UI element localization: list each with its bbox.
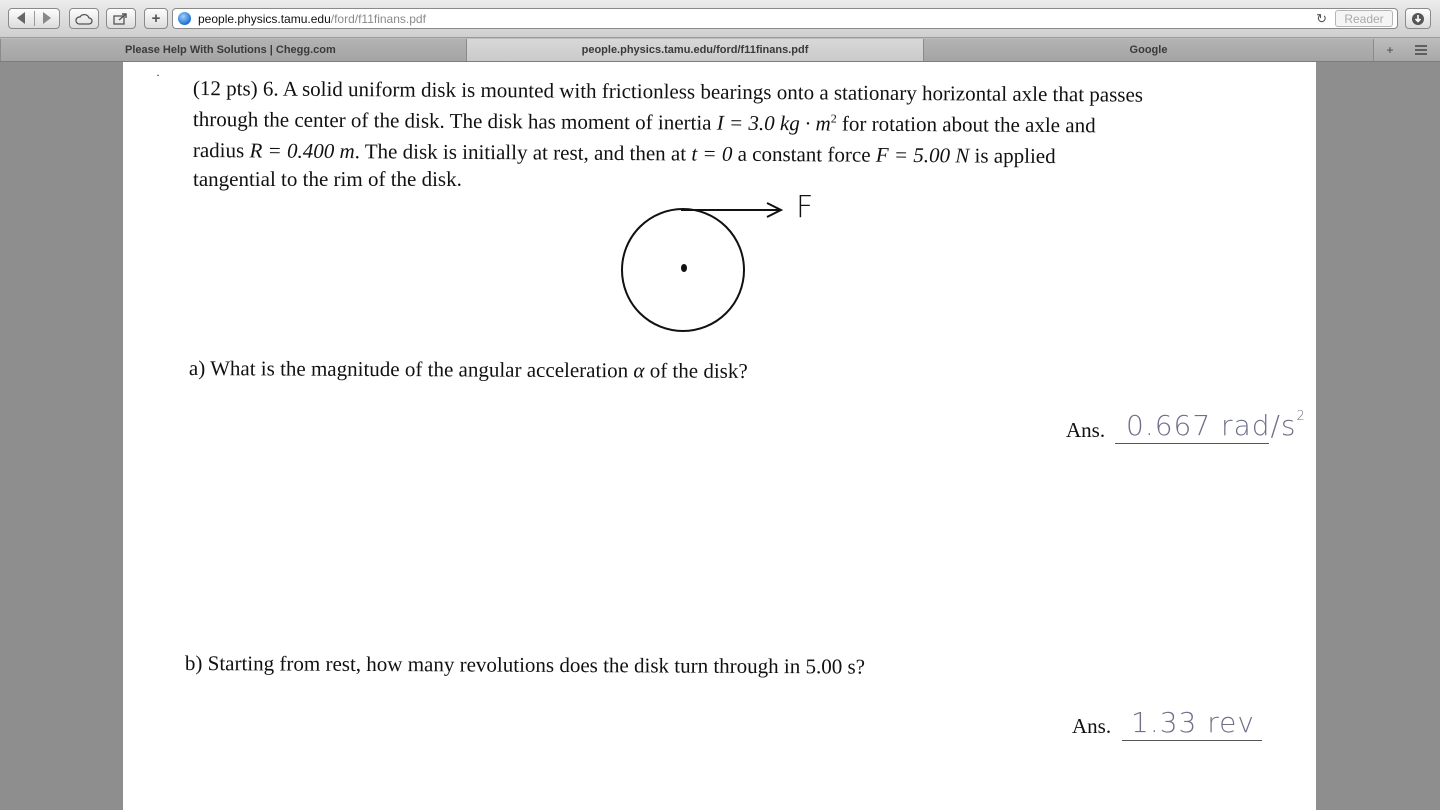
reload-icon[interactable]: ↻	[1316, 11, 1327, 26]
tab-label: people.physics.tamu.edu/ford/f11finans.pdf	[581, 44, 809, 56]
text-segment: radius	[192, 138, 250, 163]
globe-icon	[178, 12, 191, 25]
problem-line-2	[193, 107, 1096, 138]
add-icon: +	[151, 10, 161, 27]
time-equation: t = 0	[691, 141, 733, 166]
part-b-answer-line	[1122, 740, 1262, 741]
pdf-page	[123, 62, 1316, 810]
disk-center-dot	[681, 264, 687, 272]
part-b-question: b) Starting from rest, how many revolutions does the disk turn through in 5.00 s?	[184, 651, 866, 679]
part-a-ans-label: Ans.	[1066, 418, 1106, 442]
text-segment: of the disk?	[644, 358, 748, 383]
reader-button[interactable]: Reader	[1335, 10, 1393, 27]
address-bar[interactable]	[172, 8, 1398, 29]
icloud-button[interactable]	[69, 8, 99, 29]
part-a-answer-line	[1115, 443, 1269, 444]
answer-text: 0.667 rad/s	[1126, 409, 1297, 442]
url-host: people.physics.tamu.edu	[198, 11, 331, 26]
add-bookmark-button[interactable]	[144, 8, 168, 29]
part-a-question	[189, 356, 748, 384]
text-segment: a) What is the magnitude of the angular acceleration	[188, 356, 634, 383]
text-segment: is applied	[969, 143, 1056, 169]
divider	[34, 11, 35, 26]
tab-bar	[0, 38, 1440, 62]
tab-label: Please Help With Solutions | Chegg.com	[125, 44, 336, 56]
share-button[interactable]	[106, 8, 136, 29]
text-segment: a constant force	[732, 141, 876, 167]
part-b-answer: 1.33 rev	[1131, 706, 1255, 739]
tab-pdf[interactable]	[466, 39, 924, 61]
text-segment: . The disk is initially at rest, and then at	[354, 139, 692, 166]
reading-list-icon[interactable]	[1408, 39, 1434, 61]
text-segment: for rotation about the axle and	[836, 111, 1096, 138]
radius-equation: R = 0.400 m	[249, 138, 355, 164]
tab-chegg[interactable]	[0, 39, 467, 61]
back-forward-group	[8, 8, 60, 29]
browser-toolbar	[0, 0, 1440, 38]
downloads-button[interactable]	[1405, 8, 1431, 29]
alpha-symbol: α	[633, 358, 645, 383]
inertia-equation: I = 3.0 kg · m	[716, 110, 831, 136]
stray-dot: ·	[156, 68, 160, 82]
back-icon[interactable]	[17, 12, 25, 24]
cloud-icon	[75, 13, 93, 25]
problem-line-3	[193, 138, 1056, 169]
new-tab-icon[interactable]: +	[1386, 43, 1394, 57]
problem-line-1: (12 pts) 6. A solid uniform disk is mounted with frictionless bearings onto a stationary horizontal axle that passes	[192, 76, 1144, 107]
part-a-answer	[1126, 409, 1306, 442]
forward-icon[interactable]	[43, 12, 51, 24]
text-segment: through the center of the disk. The disk has moment of inertia	[192, 107, 717, 135]
problem-line-4: tangential to the rim of the disk.	[193, 167, 462, 191]
answer-superscript: 2	[1296, 409, 1306, 424]
tab-label: Google	[1129, 44, 1168, 56]
download-icon	[1411, 12, 1425, 26]
share-icon	[113, 12, 129, 25]
part-b-ans-label: Ans.	[1072, 714, 1112, 738]
force-equation: F = 5.00 N	[875, 142, 970, 168]
url-path: /ford/f11finans.pdf	[330, 11, 426, 26]
tab-google[interactable]	[923, 39, 1374, 61]
force-label: F	[796, 190, 814, 225]
superscript: 2	[830, 111, 837, 126]
